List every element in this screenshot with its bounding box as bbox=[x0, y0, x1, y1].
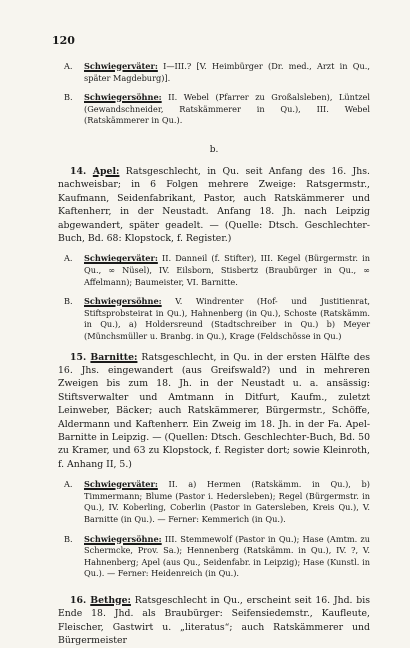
sub-entry-heading-underline bbox=[84, 296, 162, 306]
page-number: 120 bbox=[52, 34, 75, 47]
sub-entry-text: II. Danneil (f. Stifter), III. Kegel (Bürgermstr. in Qu., ∞ Nüsel), IV. Eilsborn, Stisbertz (Braubürger in Qu., ∞ Affelmann); Baumeister, VI. Barnitte. bbox=[84, 253, 370, 287]
sub-entry bbox=[64, 534, 370, 580]
family-entry bbox=[58, 351, 370, 472]
sub-entry-heading-underline bbox=[84, 534, 162, 544]
sub-entry-heading-underline bbox=[84, 479, 158, 489]
sub-entry-text: II. a) Hermen (Ratskämm. in Qu.), b) Timmermann; Blume (Pastor i. Hedersleben); Regel (Bürgermstr. in Qu.), IV. Koberling, Coberlin (Pastor in Gatersleben, Kreis Qu.), V. Barnitte (in Qu.). — Ferner: Kemmerich (in Qu.). bbox=[84, 479, 370, 524]
entry-family-name: Bethge: bbox=[90, 594, 131, 606]
entry-family-name-underline bbox=[90, 595, 131, 606]
sub-entry-text: III. Stemmewolf (Pastor in Qu.); Hase (Amtm. zu Schermcke, Prov. Sa.); Hennenberg (Ratskämm. in Qu.), IV. ?, V. Hahnenberg; Apel (aus Qu., Seidenfabr. in Leipzig); Hase (Kunstl. in Qu.). — Ferner: Heidenreich (in Qu.). bbox=[84, 533, 370, 579]
entry-text: Ratsgeschlecht in Qu., erscheint seit 16. Jhd. bis Ende 18. Jhd. als Braubürger: Seifensiedemstr., Kaufleute, Fleischer, Gastwirt u. „literatus“; auch Ratskämmerer und Bürgermeister bbox=[58, 594, 370, 647]
entry-number: 14. bbox=[70, 165, 93, 177]
sub-entry-label: B. bbox=[64, 92, 73, 103]
sub-entry bbox=[64, 61, 370, 84]
page-content bbox=[58, 61, 370, 648]
sub-entry-heading: Schwiegersöhne: bbox=[84, 92, 162, 103]
family-entry bbox=[58, 594, 370, 648]
sub-entry-heading-underline bbox=[84, 61, 158, 71]
sub-entry-heading: Schwiegerväter: bbox=[84, 479, 158, 490]
entry-number: 16. bbox=[70, 594, 91, 606]
section-marker: b. bbox=[209, 144, 219, 155]
sub-entry-label: B. bbox=[64, 296, 73, 307]
sub-entry-text: V. Windrenter (Hof- und Justitienrat, Stiftsprobsteirat in Qu.), Hahnenberg (in Qu.), Schoste (Ratskämm. in Qu.), a) Holdersreund (Stadtschreiber in Qu.) b) Meyer (Münchsmüller u. Branbg. in Qu.), Krage (Feldschösse in Qu.) bbox=[84, 296, 370, 341]
entry-text: Ratsgeschlecht, in Qu. in der ersten Hälfte des 16. Jhs. eingewandert (aus Greifswald?) und in mehreren Zweigen bis zum 18. Jh. in der Neustadt u. a. ansässig: Stiftsverwalter und Amtmann in Ditfurt, Kaufm., zuletzt Leinweber, Bäcker; auch Ratskämmerer, Bürgermstr., Schöffe, Aldermann und Kaftenherr. Ein Zweig im 18. Jh. in der Fa. Apel-Barnitte in Leipzig. — (Quellen: Dtsch. Geschlechter-Buch, Bd. 50 zu Kramer, und 63 zu Klopstock, f. Register dort; sowie Kleinroth, f. Anhang II, 5.) bbox=[58, 351, 370, 470]
sub-entry bbox=[64, 296, 370, 342]
entry-family-name: Barnitte: bbox=[90, 351, 138, 363]
sub-entry-label: B. bbox=[64, 533, 73, 544]
sub-entry-heading-underline bbox=[84, 253, 158, 263]
sub-entry-heading: Schwiegerväter: bbox=[84, 253, 158, 264]
sub-entry bbox=[64, 479, 370, 525]
entry-number: 15. bbox=[70, 351, 91, 363]
sub-entry-label: A. bbox=[64, 253, 73, 264]
sub-entry-label: A. bbox=[64, 61, 73, 71]
entry-family-name-underline bbox=[90, 352, 137, 363]
sub-entry bbox=[64, 92, 370, 127]
sub-entry-text: II. Webel (Pfarrer zu Großalsleben), Lüntzel (Gewandschneider, Ratskämmerer in Qu.), III. Webel (Ratskämmerer in Qu.). bbox=[84, 92, 370, 126]
sub-entry-text: I—III.? [V. Heimbürger (Dr. med., Arzt in Qu., später Magdeburg)]. bbox=[84, 61, 370, 83]
sub-entry-heading-underline bbox=[84, 92, 162, 102]
sub-entry-label: A. bbox=[64, 479, 73, 490]
entry-family-name: Apel: bbox=[92, 165, 120, 177]
entry-text: Ratsgeschlecht, in Qu. seit Anfang des 16. Jhs. nachweisbar; in 6 Folgen mehrere Zweige: Ratsgermstr., Kaufmann, Seidenfabrikant, Pastor, auch Ratskämmerer und Kaftenherr, in der Neustadt. Anfang 18. Jh. nach Leipzig abgewandert, später geadelt. — (Quelle: Dtsch. Geschlechter-Buch, Bd. 68: Klopstock, f. Register.) bbox=[58, 165, 370, 244]
family-entry bbox=[58, 165, 370, 245]
sub-entry-heading: Schwiegersöhne: bbox=[84, 296, 162, 307]
sub-entry-heading: Schwiegerväter: bbox=[84, 61, 158, 71]
sub-entry bbox=[64, 253, 370, 288]
sub-entry-heading: Schwiegersöhne: bbox=[84, 533, 162, 544]
entry-family-name-underline bbox=[93, 166, 120, 177]
